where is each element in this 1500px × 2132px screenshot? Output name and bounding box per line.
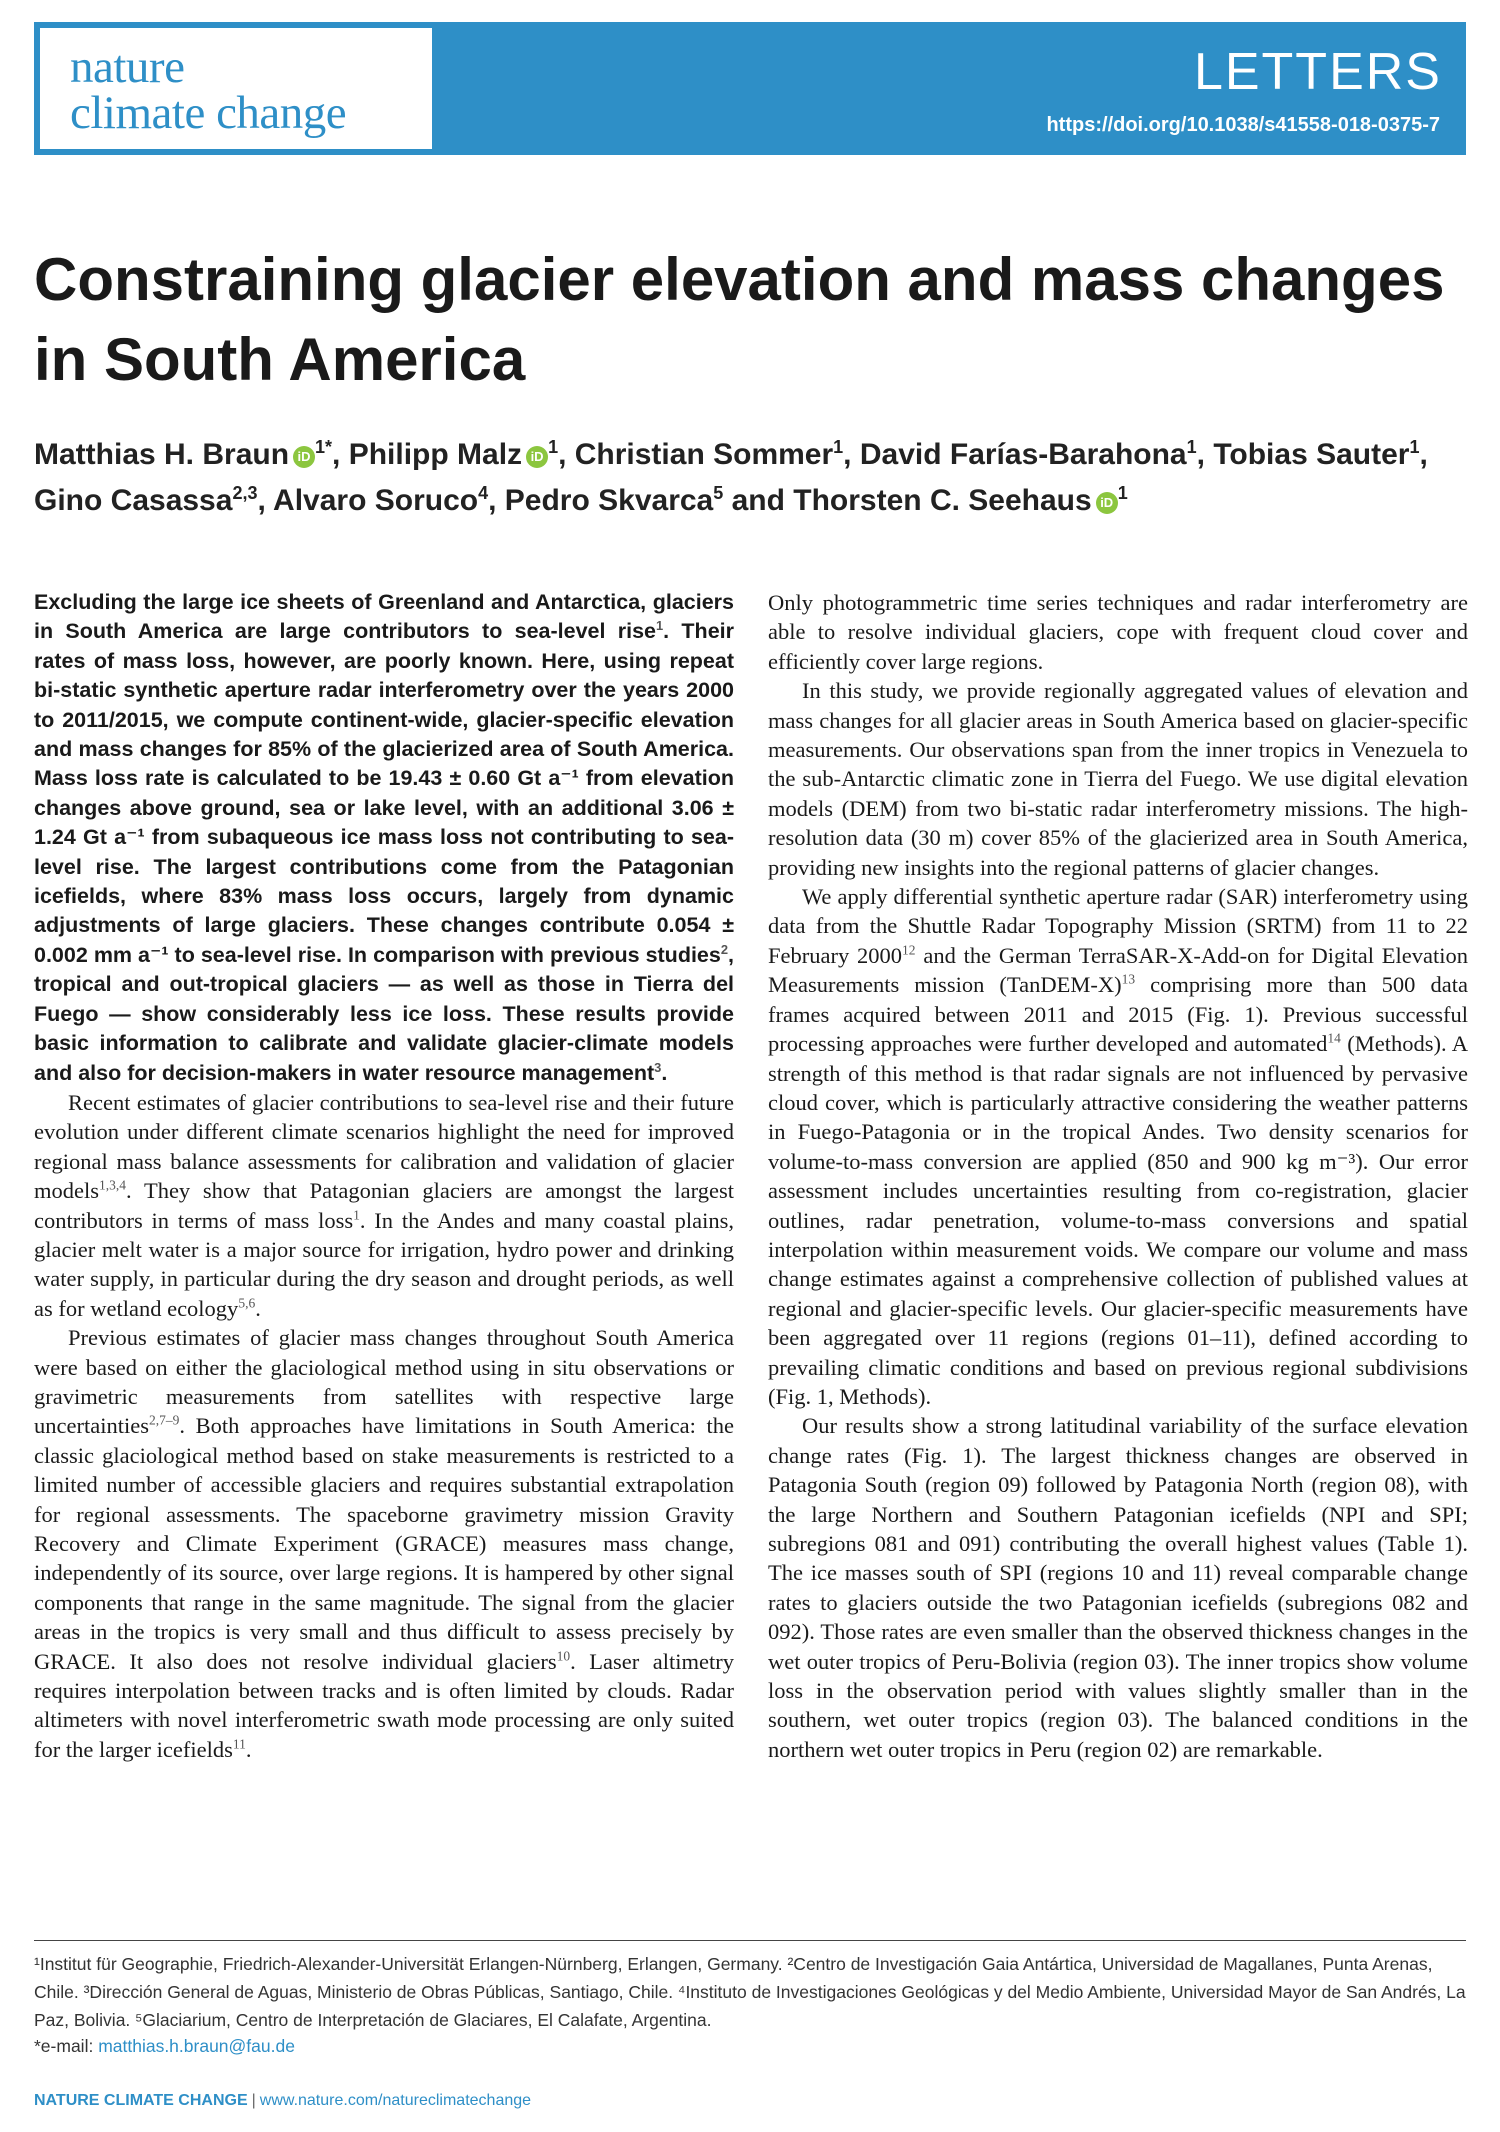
text-run: and the German TerraSAR-X-Add-on for Digital Elevation Measurements mission (TanDEM-X) — [768, 942, 1468, 998]
author[interactable] — [349, 438, 558, 471]
text-run: Excluding the large ice sheets of Greenland and Antarctica, glaciers in South America are large contributors to sea-level rise — [34, 590, 734, 644]
email-link[interactable]: matthias.h.braun@fau.de — [98, 2036, 295, 2056]
footer-separator: | — [251, 2092, 256, 2109]
footer-journal-name: NATURE CLIMATE CHANGE — [34, 2092, 248, 2109]
orcid-icon[interactable]: iD — [526, 446, 548, 468]
citation-ref[interactable]: 1 — [656, 618, 664, 634]
author-affiliation-ref: 4 — [478, 483, 489, 503]
author[interactable] — [575, 438, 843, 471]
citation-ref[interactable]: 2,7–9 — [148, 1412, 180, 1428]
article-title: Constraining glacier elevation and mass changes in South America — [34, 246, 1445, 393]
author[interactable] — [860, 438, 1197, 471]
citation-ref[interactable]: 2 — [720, 941, 729, 957]
text-run: . Both approaches have limitations in South America: the classic glaciological method based on stake measurements is restricted to a limited number of accessible glaciers and requires substantial extrapolation for regional assessments. The spaceborne gravimetry mission Gravity Recovery and Climate Experiment (GRACE) measures mass change, independently of its source, over large regions. It is hampered by other signal components that range in the same magnitude. The signal from the glacier areas in the tropics is very small and thus difficult to assess precisely by GRACE. It also does not resolve individual glaciers — [34, 1413, 734, 1674]
citation-ref[interactable]: 13 — [1121, 971, 1136, 987]
author-separator: , — [843, 438, 860, 471]
left-column — [34, 588, 734, 1898]
page-footer — [34, 2092, 531, 2110]
author-name: Tobias Sauter — [1213, 438, 1410, 471]
text-run: , tropical and out-tropical glaciers — as well as those in Tierra del Fuego — show considerably less ice loss. These results provide basic information to calibrate and validate glacier-climate models and also for decision-makers in water resource management — [34, 942, 734, 1085]
author-affiliation-ref: 1 — [833, 437, 844, 457]
author-affiliation-ref: 1 — [1117, 483, 1128, 503]
body-paragraph — [34, 1323, 734, 1764]
body-paragraph — [768, 882, 1468, 1411]
author-affiliation-ref: 5 — [713, 483, 724, 503]
orcid-icon[interactable]: iD — [1096, 492, 1118, 514]
citation-ref[interactable]: 1 — [353, 1207, 360, 1223]
author-name: Philipp Malz — [348, 438, 523, 471]
author-separator: , — [558, 438, 575, 471]
section-label: LETTERS — [1193, 43, 1442, 101]
text-run: Previous estimates of glacier mass changes throughout South America were based on either the glaciological method using in situ observations or gravimetric measurements from satellites with respective large uncertainties — [34, 1325, 734, 1439]
author-list — [34, 432, 1464, 524]
footer-journal-link[interactable]: www.nature.com/natureclimatechange — [259, 2092, 532, 2109]
body-paragraph — [34, 1088, 734, 1323]
citation-ref[interactable]: 3 — [654, 1059, 662, 1075]
citation-ref[interactable]: 11 — [232, 1736, 246, 1752]
author-affiliation-ref: 1 — [1186, 437, 1197, 457]
citation-ref[interactable]: 5,6 — [238, 1295, 256, 1311]
body-paragraph — [768, 588, 1468, 676]
author-name: Gino Casassa — [34, 484, 233, 517]
citation-ref[interactable]: 12 — [902, 942, 916, 958]
orcid-icon[interactable]: iD — [293, 446, 315, 468]
logo-line-2: climate change — [70, 87, 347, 139]
text-run: Recent estimates of glacier contributions to sea-level rise and their future evolution under different climate scenarios highlight the need for improved regional mass balance assessments for calibration and validation of glacier models — [34, 1089, 734, 1204]
text-run: comprising more than 500 data frames acquired between 2011 and 2015 (Fig. 1). Previous successful processing approaches were further developed and automated — [768, 972, 1468, 1057]
journal-header — [34, 22, 1466, 155]
text-run: We apply differential synthetic aperture radar (SAR) interferometry using data from the Shuttle Radar Topography Mission (SRTM) from 11 to 22 February 2000 — [768, 884, 1468, 968]
text-run: . Laser altimetry requires interpolation between tracks and is often limited by clouds. Radar altimeters with novel interferometric swath mode processing are only suited for the larger icefields — [34, 1648, 734, 1762]
author[interactable] — [505, 484, 723, 517]
author-separator: , — [1419, 438, 1428, 471]
author-name: Thorsten C. Seehaus — [793, 484, 1092, 517]
text-run: . They show that Patagonian glaciers are amongst the largest contributors in terms of mass loss — [34, 1178, 734, 1233]
text-run: Only photogrammetric time series techniques and radar interferometry are able to resolve individual glaciers, cope with frequent cloud cover and efficiently cover large regions. — [768, 590, 1468, 674]
journal-logo[interactable] — [40, 28, 432, 149]
author-affiliation-ref: 2,3 — [232, 483, 258, 503]
author-name: Christian Sommer — [574, 438, 834, 471]
right-column — [768, 588, 1468, 1898]
doi-link[interactable]: https://doi.org/10.1038/s41558-018-0375-7 — [1046, 114, 1440, 136]
author-affiliation-ref: 1 — [548, 437, 559, 457]
author-name: Alvaro Soruco — [273, 484, 479, 517]
author-separator: and — [723, 484, 794, 517]
author-affiliation-ref: 1 — [1409, 437, 1420, 457]
author[interactable] — [793, 484, 1127, 517]
body-paragraph — [768, 1411, 1468, 1764]
author[interactable] — [273, 484, 488, 517]
text-run: In this study, we provide regionally aggregated values of elevation and mass changes for all glacier areas in South America based on glacier-specific measurements. Our observations span from the inner tropics in Venezuela to the sub-Antarctic climatic zone in Tierra del Fuego. We use digital elevation models (DEM) from two bi-static radar interferometry missions. The high-resolution data (30 m) cover 85% of the glacierized area in South America, providing new insights into the regional patterns of glacier changes. — [768, 678, 1468, 880]
text-run: Our results show a strong latitudinal variability of the surface elevation change rates (Fig. 1). The largest thickness changes are observed in Patagonia South (region 09) followed by Patagonia North (region 08), with the large Northern and Southern Patagonian icefields (NPI and SPI; subregions 081 and 091) contributing the overall highest values (Table 1). The ice masses south of SPI (regions 10 and 11) reveal comparable change rates to glaciers outside the two Patagonian icefields (subregions 082 and 092). Those rates are even smaller than the observed thickness changes in the wet outer tropics of Peru-Bolivia (region 03). The inner tropics show volume loss in the observation period with values slightly smaller than in the southern, wet outer tropics (region 03). The balanced conditions in the northern wet outer tropics in Peru (region 02) are remarkable. — [768, 1413, 1468, 1762]
text-run: . — [245, 1736, 252, 1762]
citation-ref[interactable]: 10 — [556, 1648, 571, 1664]
author-name: Matthias H. Braun — [34, 438, 290, 471]
body-paragraph — [768, 676, 1468, 882]
author-separator: , — [257, 484, 274, 517]
text-run: (Methods). A strength of this method is that radar signals are not influenced by pervasive cloud cover, which is particularly attractive considering the weather patterns in Fuego-Patagonia or in the tropical Andes. Two density scenarios for volume-to-mass conversion are applied (850 and 900 kg m⁻³). Our error assessment includes uncertainties resulting from co-registration, glacier outlines, radar penetration, volume-to-mass conversions and spatial interpolation within measurement voids. We compare our volume and mass change estimates against a comprehensive collection of published values at regional and glacier-specific levels. Our glacier-specific measurements have been aggregated over 11 regions (regions 01–11), defined according to prevailing climatic conditions and based on previous regional subdivisions (Fig. 1, Methods). — [768, 1031, 1468, 1409]
logo-line-1: nature — [70, 41, 185, 93]
email-label: *e-mail: — [34, 2036, 99, 2056]
author-affiliation-ref: 1* — [315, 437, 333, 457]
author-separator: , — [332, 438, 349, 471]
citation-ref[interactable]: 14 — [1327, 1030, 1341, 1046]
author-name: David Farías-Barahona — [859, 438, 1187, 471]
text-run: . Their rates of mass loss, however, are poorly known. Here, using repeat bi-static synthetic aperture radar interferometry over the years 2000 to 2011/2015, we compute continent-wide, glacier-specific elevation and mass changes for 85% of the glacierized area of South America. Mass loss rate is calculated to be 19.43 ± 0.60 Gt a⁻¹ from elevation changes above ground, sea or lake level, with an additional 3.06 ± 1.24 Gt a⁻¹ from subaqueous ice mass loss not contributing to sea-level rise. The largest contributions come from the Patagonian icefields, where 83% mass loss occurs, largely from dynamic adjustments of large glaciers. These changes contribute 0.054 ± 0.002 mm a⁻¹ to sea-level rise. In comparison with previous studies — [34, 619, 734, 967]
author-name: Pedro Skvarca — [504, 484, 714, 517]
text-run: . In the Andes and many coastal plains, glacier melt water is a major source for irrigation, hydro power and drinking water supply, in particular during the dry season and drought periods, as well as for wetland ecology — [34, 1207, 734, 1321]
footnote-divider — [34, 1940, 1466, 1941]
text-run: . — [661, 1060, 668, 1085]
author[interactable] — [34, 438, 332, 471]
author-separator: , — [1196, 438, 1214, 471]
affiliations: ¹Institut für Geographie, Friedrich-Alexander-Universität Erlangen-Nürnberg, Erlangen, Germany. ²Centro de Investigación Gaia Antártica, Universidad de Magallanes, Punta Arenas, Chile. ³Dirección General de Aguas, Ministerio de Obras Públicas, Santiago, Chile. ⁴Instituto de Investigaciones Geológicas y del Medio Ambiente, Universidad Mayor de San Andrés, La Paz, Bolivia. ⁵Glaciarium, Centro de Interpretación de Glaciares, El Calafate, Argentina. — [34, 1954, 1466, 2030]
abstract — [34, 588, 734, 1088]
correspondence-email — [34, 2036, 295, 2057]
author[interactable] — [1213, 438, 1419, 471]
citation-ref[interactable]: 1,3,4 — [99, 1177, 126, 1193]
author[interactable] — [34, 484, 257, 517]
text-run: . — [255, 1295, 261, 1321]
author-separator: , — [488, 484, 505, 517]
